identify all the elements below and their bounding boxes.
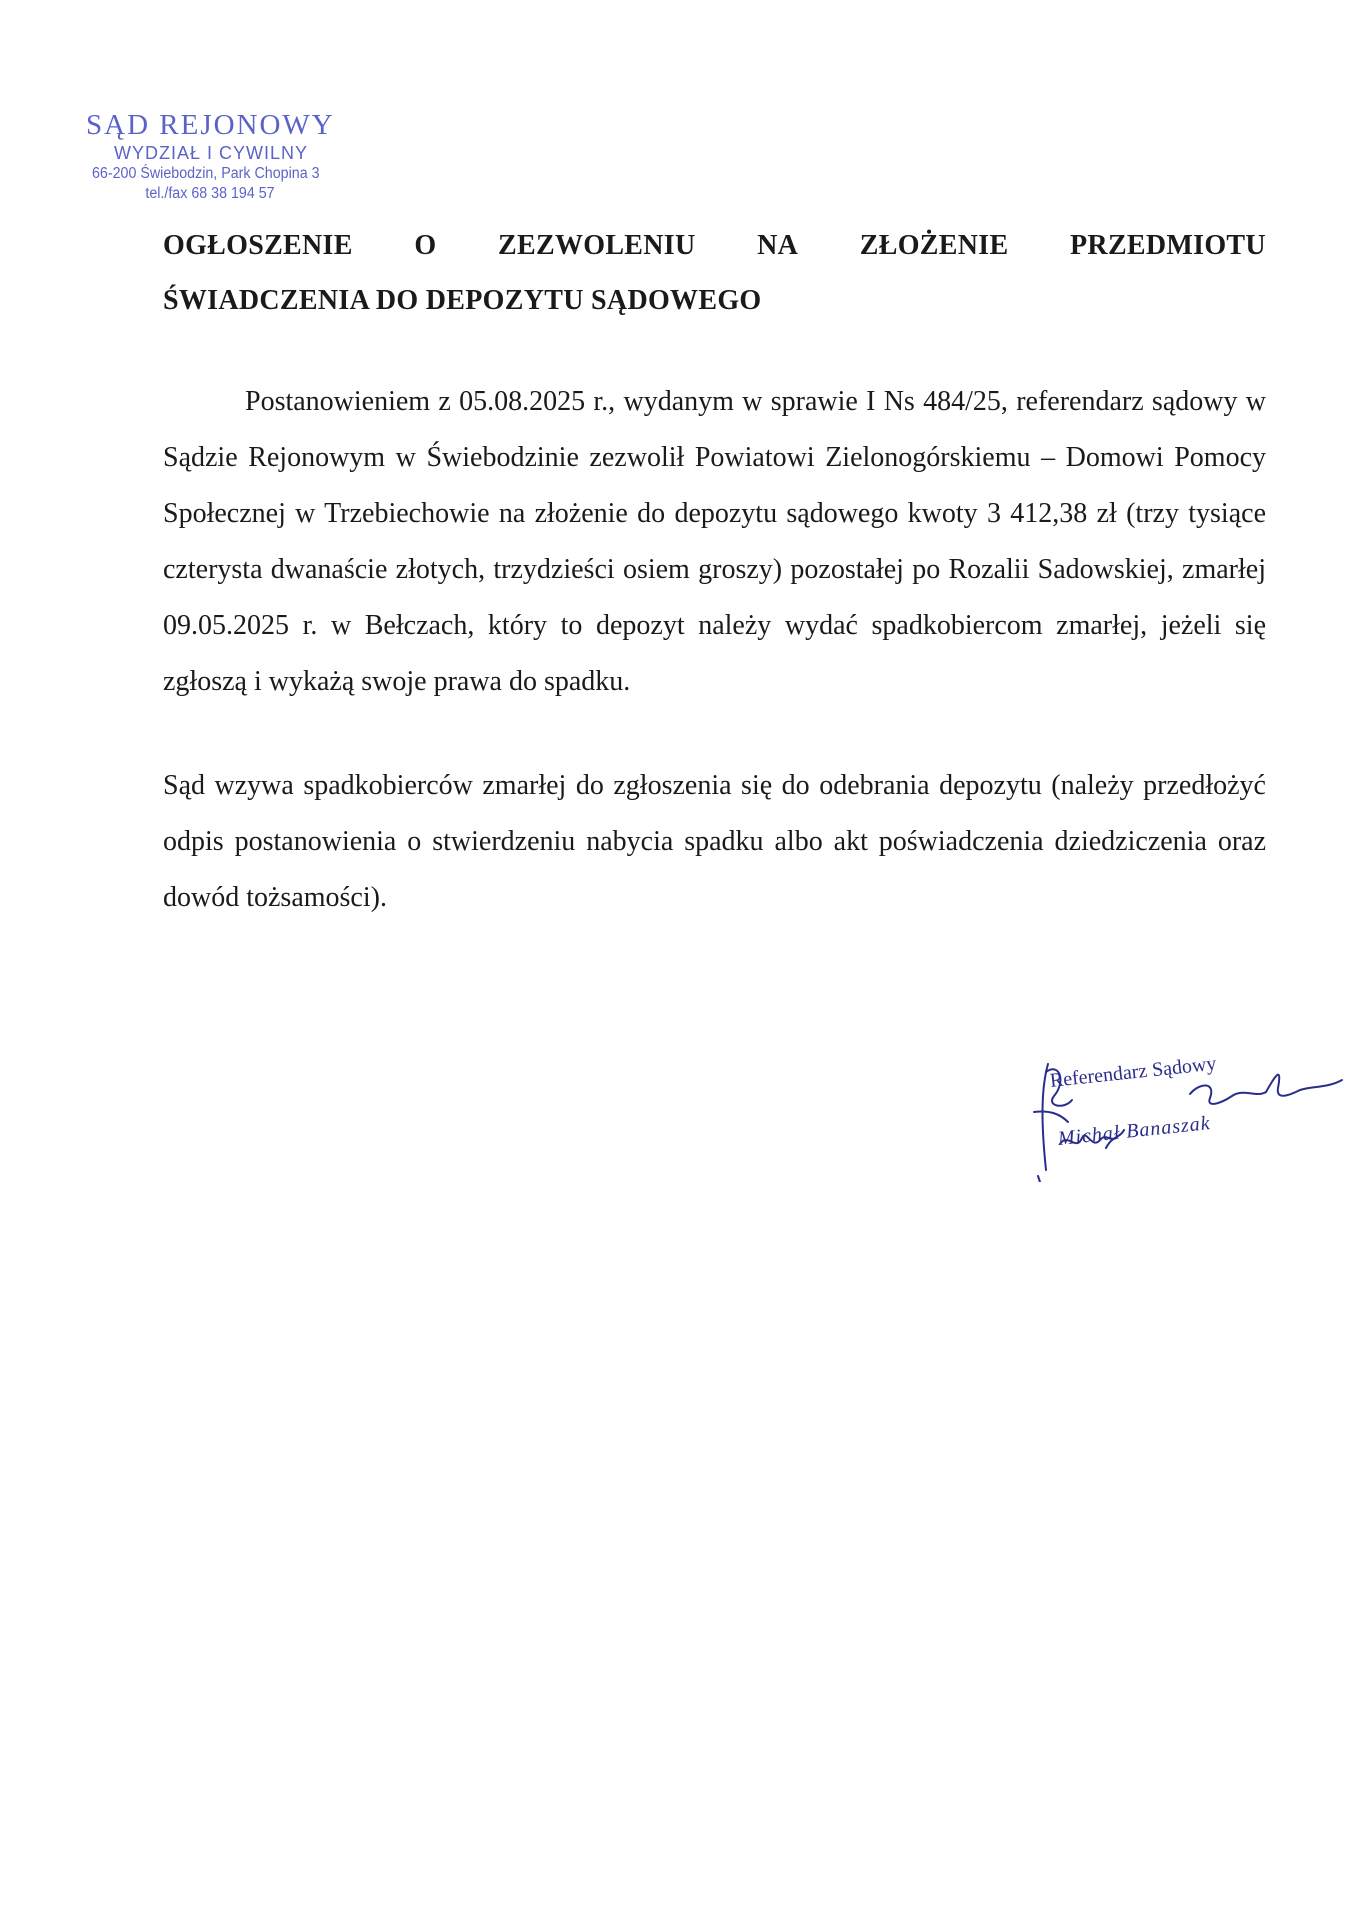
signature-name: Michał Banaszak	[1056, 1112, 1212, 1150]
document-title	[163, 218, 1266, 328]
stamp-court-name: SĄD REJONOWY	[86, 109, 335, 141]
document-body	[163, 374, 1266, 926]
title-word: PRZEDMIOTU	[1070, 230, 1266, 261]
title-word: OGŁOSZENIE	[163, 230, 353, 261]
signature-title: Referendarz Sądowy	[1048, 1052, 1218, 1092]
title-word: NA	[757, 230, 799, 261]
title-line-2: ŚWIADCZENIA DO DEPOZYTU SĄDOWEGO	[163, 285, 762, 316]
title-word: ZEZWOLENIU	[498, 230, 696, 261]
signature-stamp	[1020, 1052, 1350, 1182]
paragraph-summons: Sąd wzywa spadkobierców zmarłej do zgłoszenia się do odebrania depozytu (należy przedłożyć odpis postanowienia o stwierdzeniu nabycia spadku albo akt poświadczenia dziedziczenia oraz dowód tożsamości).	[163, 770, 1266, 913]
paragraph-decision: Postanowieniem z 05.08.2025 r., wydanym w sprawie I Ns 484/25, referendarz sądowy w Sądzie Rejonowym w Świebodzinie zezwolił Powiatowi Zielonogórskiemu – Domowi Pomocy Społecznej w Trzebiechowie na złożenie do depozytu sądowego kwoty 3 412,38 zł (trzy tysiące czterysta dwanaście złotych, trzydzieści osiem groszy) pozostałej po Rozalii Sadowskiej, zmarłej 09.05.2025 r. w Bełczach, który to depozyt należy wydać spadkobiercom zmarłej, jeżeli się zgłoszą i wykażą swoje prawa do spadku.	[163, 386, 1266, 697]
stamp-department: WYDZIAŁ I CYWILNY	[114, 143, 309, 163]
title-word: ZŁOŻENIE	[859, 230, 1009, 261]
title-line-1	[163, 218, 1266, 273]
stamp-address: 66-200 Świebodzin, Park Chopina 3	[92, 165, 320, 182]
stamp-phone: tel./fax 68 38 194 57	[145, 185, 275, 202]
title-word: O	[414, 230, 437, 261]
court-stamp	[86, 108, 382, 204]
